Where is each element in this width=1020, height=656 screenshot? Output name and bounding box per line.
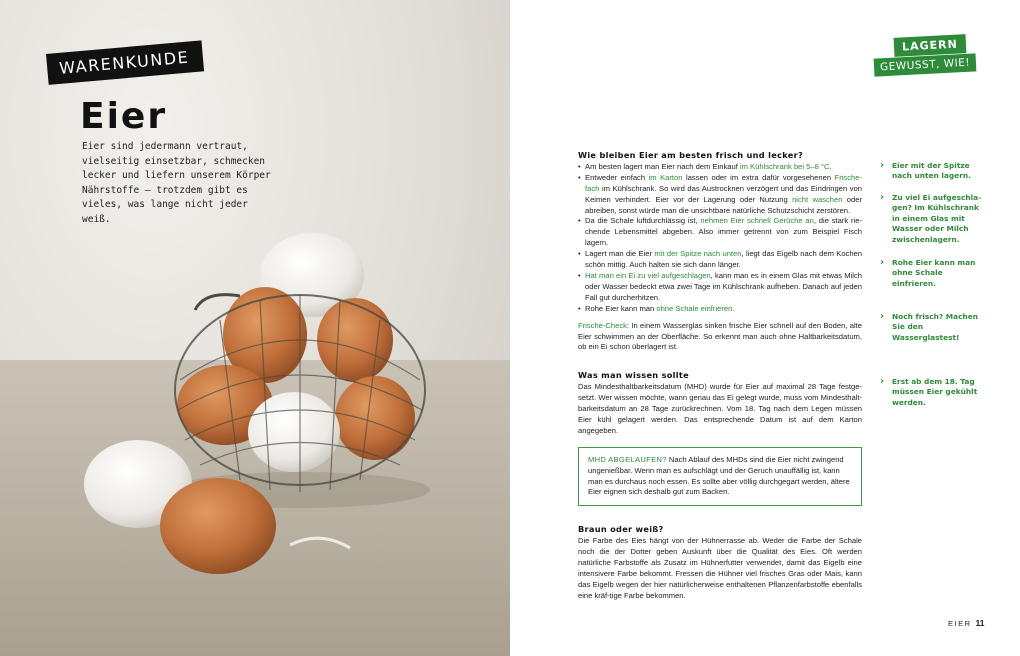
chevron-right-icon: › — [880, 257, 885, 268]
freshness-check: Frische-Check: In einem Wasserglas sinken frische Eier schnell auf den Boden, alte Eier schwimmen an der Oberfläche. So erkennt man auch ohne Haltbarkeitsdatum, ob ein Ei schon überlagert ist. — [578, 320, 862, 352]
mhd-info-box — [578, 447, 862, 507]
color-text: Die Farbe des Eies hängt von der Hühnerrasse ab. Weder die Farbe der Schale noch die der Dotter geben Auskunft über die Qualität des Eies. Oft werden natürliche Farbstoffe als Zusatz im Hühnerfutter verwendet, damit das Eigelb eine intensivere Farbe bekommt. Fressen die Hühner viel frisches Gras oder Mais, kann das Eigelb wegen der hier natürlicherweise enthaltenen Pflanzenfarbstoffe ebenfalls eine kräf-tige Farbe bekommen. — [578, 536, 862, 600]
page-footer — [948, 618, 985, 628]
heading-knowledge: Was man wissen sollte — [578, 370, 689, 381]
egg-brown-front — [160, 478, 276, 574]
storage-list — [578, 162, 862, 315]
text-page — [510, 0, 1020, 656]
tag-line1: LAGERN — [894, 34, 967, 57]
sidenote: › Eier mit der Spitze nach unten lagern. — [880, 160, 971, 181]
footer-label: EIER — [948, 619, 972, 628]
feather — [290, 538, 350, 548]
list-item: • Hat man ein Ei zu viel aufgeschlagen, kann man es in einem Glas mit etwas Milch oder Wasser bedeckt etwa zwei Tage im Kühlschrank aufheben. Danach auf jeden Fall gut durcherhitzen. — [578, 271, 862, 304]
list-item: • Am besten lagert man Eier nach dem Einkauf im Kühlschrank bei 5–8 °C. — [578, 162, 862, 173]
sidenote: › Noch frisch? Machen Sie den Wasserglastest! — [880, 311, 979, 342]
main-column — [578, 150, 862, 602]
list-item: • Rohe Eier kann man ohne Schale einfrieren. — [578, 304, 862, 315]
tag-line2: GEWUSST, WIE! — [874, 53, 977, 76]
page-number: 11 — [975, 618, 985, 628]
chevron-right-icon: › — [880, 192, 885, 203]
mhd-text: Das Mindesthaltbarkeitsdatum (MHD) wurde für Eier auf maximal 28 Tage festge-setzt. Wer wissen möchte, wann genau das Ei gelegt wurde, muss vom Mindesthalt-barkeitsdatum an 28 Tage zurückrechnen. Vom 18. Tag nach dem Legen müssen Eier kühl gelagert werden. Das entsprechende Datum ist auf dem Karton angegeben. — [578, 382, 862, 435]
lagern-tag — [872, 36, 982, 80]
box-text: Nach Ablauf des MHDs sind die Eier nicht zwingend ungenießbar. Wenn man es aufschlägt und der Geruch unauffällig ist, kann man es durchaus noch essen. Es sollte aber völlig durchgegart werden, ältere Eier eignen sich deshalb gut zum Backen. — [588, 454, 850, 497]
heading-color: Braun oder weiß? — [578, 524, 664, 535]
sidenote: › Rohe Eier kann man ohne Schale einfrieren. — [880, 257, 976, 288]
sidenote: › Zu viel Ei aufgeschla-gen? Im Kühlschrank in einem Glas mit Wasser oder Milch zwischenlagern. — [880, 192, 982, 244]
list-item: • Entweder einfach im Karton lassen oder im extra dafür vorgesehenen Frische-fach im Kühlschrank. So wird das Austrocknen verzögert und das Eindringen von Keimen verhindert. Eier vor der Lagerung oder Nutzung nicht waschen oder abreiben, sonst würde man die unsichtbare natürliche Schutzschicht zerstören. — [578, 173, 862, 217]
list-item: • Lagert man die Eier mit der Spitze nach unten, liegt das Eigelb nach dem Kochen schön mittig. Auch halten sie sich dann länger. — [578, 249, 862, 271]
sidenote: › Erst ab dem 18. Tag müssen Eier gekühlt werden. — [880, 376, 978, 407]
heading-storage: Wie bleiben Eier am besten frisch und lecker? — [578, 150, 803, 160]
chevron-right-icon: › — [880, 376, 885, 387]
chevron-right-icon: › — [880, 160, 885, 171]
box-label: MHD ABGELAUFEN? — [588, 454, 667, 464]
section-label: WARENKUNDE — [46, 40, 204, 85]
list-item: • Da die Schale luftdurchlässig ist, nehmen Eier schnell Gerüche an, die stark rie-chende Lebensmittel abgeben. Also immer getrennt von zum Beispiel Fisch lagern. — [578, 216, 862, 249]
intro-text: Eier sind jedermann vertraut, vielseitig einsetzbar, schmecken lecker und liefern unserem Körper Nährstoffe – trotzdem gibt es vieles, was lange nicht jeder weiß. — [82, 141, 271, 225]
page-title: Eier — [80, 96, 168, 137]
chevron-right-icon: › — [880, 311, 885, 322]
